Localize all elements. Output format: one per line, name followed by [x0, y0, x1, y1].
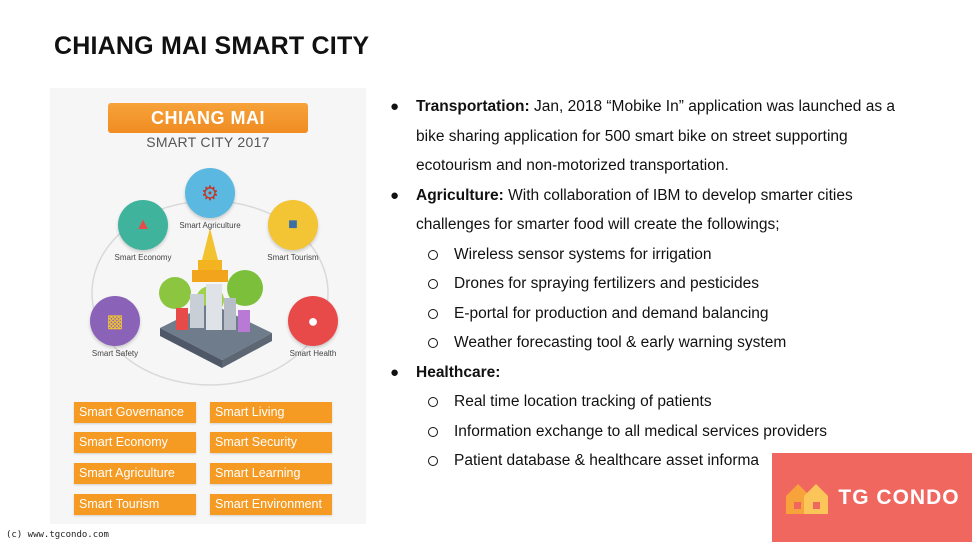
sub-bullet-text: Patient database & healthcare asset informa: [454, 452, 760, 469]
bullet-text: With collaboration of IBM to develop smarter cities: [503, 186, 853, 204]
lock-icon: ▩: [106, 310, 124, 331]
sub-bullet: [388, 299, 948, 329]
circle-bullet-icon: [428, 309, 438, 319]
tg-condo-watermark: [772, 453, 972, 542]
sub-bullet-text: Wireless sensor systems for irrigation: [454, 245, 712, 263]
infographic-banner: CHIANG MAI: [108, 103, 308, 133]
bullet-healthcare: [388, 358, 948, 388]
category-pill: Smart Economy: [74, 432, 196, 453]
chart-icon: ▲: [135, 216, 151, 233]
category-pill: Smart Living: [210, 402, 332, 423]
bullet-agriculture: [388, 181, 948, 211]
category-pill: Smart Agriculture: [74, 463, 196, 484]
node-smart-tourism: [268, 200, 318, 250]
copyright-text: (c) www.tgcondo.com: [6, 530, 109, 540]
bullet-label: Healthcare:: [416, 363, 501, 381]
sub-bullet: [388, 269, 948, 299]
sub-bullet-text: Real time location tracking of patients: [454, 393, 712, 410]
bullet-dot-icon: ●: [390, 98, 400, 115]
sub-bullet-text: Information exchange to all medical services providers: [454, 422, 828, 440]
infographic-banner-subtitle: SMART CITY 2017: [146, 134, 270, 150]
slide-title: CHIANG MAI SMART CITY: [54, 32, 370, 60]
circle-bullet-icon: [428, 279, 438, 289]
bullet-label: Agriculture:: [416, 186, 504, 204]
category-pill: Smart Governance: [74, 402, 196, 423]
watermark-text: TG CONDO: [838, 485, 960, 509]
bullet-list: [388, 92, 948, 476]
node-smart-health: [288, 296, 338, 346]
node-label: Smart Tourism: [267, 253, 319, 262]
sub-bullet-text: Weather forecasting tool & early warning system: [454, 334, 787, 351]
node-label: Smart Agriculture: [179, 221, 241, 230]
category-pill: Smart Learning: [210, 463, 332, 484]
circle-bullet-icon: [428, 338, 438, 348]
category-pill: Smart Environment: [210, 494, 332, 515]
luggage-icon: ■: [288, 216, 298, 233]
category-pill: Smart Security: [210, 432, 332, 453]
node-smart-safety: [90, 296, 140, 346]
node-label: Smart Health: [289, 349, 337, 358]
sub-bullet-text: E-portal for production and demand balancing: [454, 304, 769, 322]
house-logo-icon: [784, 478, 830, 518]
bullet-transportation: [388, 92, 948, 122]
sub-bullet: [388, 240, 948, 270]
circle-bullet-icon: [428, 250, 438, 260]
bullet-dot-icon: ●: [390, 363, 400, 381]
bullet-dot-icon: ●: [390, 186, 400, 204]
smart-city-infographic: [50, 88, 366, 524]
bullet-text: ecotourism and non-motorized transportation.: [416, 157, 729, 174]
node-label: Smart Economy: [114, 253, 172, 262]
sub-bullet-text: Drones for spraying fertilizers and pesticides: [454, 275, 759, 292]
bullet-text: challenges for smarter food will create the followings;: [416, 216, 780, 233]
circle-bullet-icon: [428, 397, 438, 407]
sub-bullet: [388, 328, 948, 358]
node-label: Smart Safety: [91, 349, 139, 358]
health-icon: ●: [307, 310, 319, 331]
sub-bullet: [388, 417, 948, 447]
bullet-label: Transportation:: [416, 98, 530, 115]
circle-bullet-icon: [428, 456, 438, 466]
bullet-text: Jan, 2018 “Mobike In” application was launched as a: [529, 98, 896, 115]
sub-bullet: [388, 387, 948, 417]
category-pill: Smart Tourism: [74, 494, 196, 515]
node-smart-agriculture: [185, 168, 235, 218]
tractor-icon: ⚙: [201, 182, 219, 205]
bullet-text: bike sharing application for 500 smart bike on street supporting: [416, 127, 848, 145]
node-smart-economy: [118, 200, 168, 250]
circle-bullet-icon: [428, 427, 438, 437]
